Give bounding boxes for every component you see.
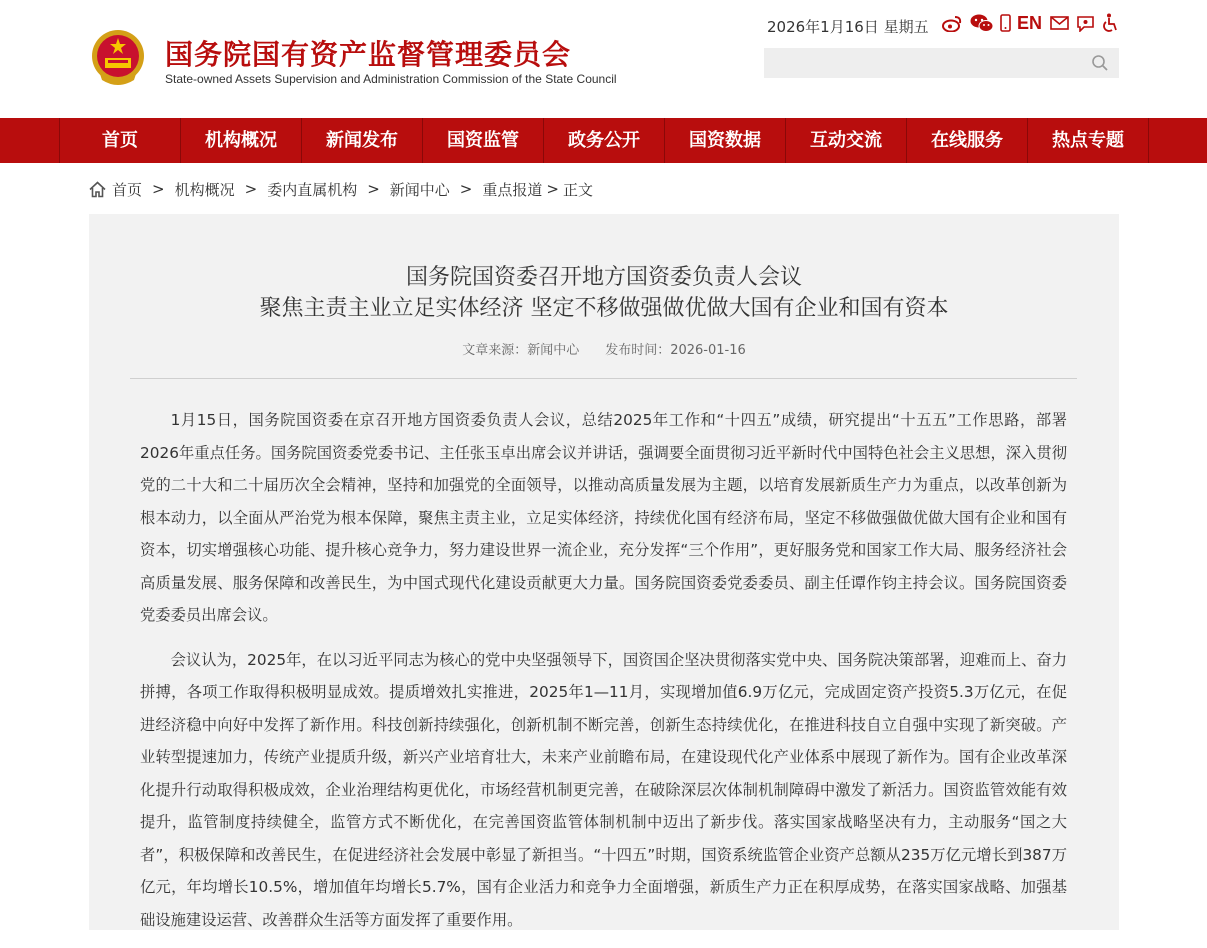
breadcrumb-affiliated[interactable]: 委内直属机构	[267, 180, 358, 199]
article-meta	[89, 339, 1119, 358]
mobile-icon[interactable]	[998, 12, 1012, 34]
site-subtitle: State-owned Assets Supervision and Administration Commission of the State Council	[165, 72, 617, 86]
search-icon[interactable]	[1091, 54, 1109, 72]
breadcrumb-key-reports[interactable]: 重点报道	[482, 180, 543, 199]
nav-item-home[interactable]: 首页	[60, 118, 181, 163]
breadcrumb-current: 正文	[562, 180, 593, 199]
accessibility-icon[interactable]	[1099, 12, 1121, 34]
search-box	[764, 48, 1119, 78]
site-header	[0, 0, 1207, 118]
article-title-line2: 聚焦主责主业立足实体经济 坚定不移做强做优做大国有企业和国有资本	[259, 296, 949, 321]
breadcrumb	[89, 178, 593, 200]
nav-item-public-affairs[interactable]: 政务公开	[544, 118, 665, 163]
article-paragraph: 会议认为，2025年，在以习近平同志为核心的党中央坚强领导下，国资国企坚决贯彻落实党中央、国务院决策部署，迎难而上、奋力拼搏，各项工作取得积极明显成效。提质增效扎实推进，2025年1—11月，实现增加值6.9万亿元，完成固定资产投资5.3万亿元，在促进经济稳中向好中发挥了新作用。科技创新持续强化，创新机制不断完善，创新生态持续优化，在推进科技自立自强中实现了新突破。产业转型提速加力，传统产业提质升级，新兴产业培育壮大，未来产业前瞻布局，在建设现代化产业体系中展现了新作为。国有企业改革深化提升行动取得积极成效，企业治理结构更优化，市场经营机制更完善，在破除深层次体制机制障碍中激发了新活力。国资监管效能有效提升，监管制度持续健全，监管方式不断优化，在完善国资监管体制机制中迈出了新步伐。落实国家战略坚决有力，主动服务“国之大者”，积极保障和改善民生，在促进经济社会发展中彰显了新担当。“十四五”时期，国资系统监管企业资产总额从235万亿元增长到387万亿元，年均增长10.5%，增加值年均增长5.7%，国有企业活力和竞争力全面增强，新质生产力正在积厚成势，在落实国家战略、加强基础设施建设运营、改善群众生活等方面发挥了重要作用。	[140, 650, 1067, 929]
divider	[130, 378, 1077, 379]
article-paragraph: 1月15日，国务院国资委在京召开地方国资委负责人会议，总结2025年工作和“十四五”成绩，研究提出“十五五”工作思路，部署2026年重点任务。国务院国资委党委书记、主任张玉卓出席会议并讲话，强调要全面贯彻习近平新时代中国特色社会主义思想，深入贯彻党的二十大和二十届历次全会精神，坚持和加强党的全面领导，以推动高质量发展为主题，以培育发展新质生产力为重点，以改革创新为根本动力，以全面从严治党为根本保障，聚焦主责主业，立足实体经济，持续优化国有经济布局，坚定不移做强做优做大国有企业和国有资本，切实增强核心功能、提升核心竞争力，努力建设世界一流企业，充分发挥“三个作用”，更好服务党和国家工作大局、服务经济社会高质量发展、服务保障和改善民生，为中国式现代化建设贡献更大力量。国务院国资委党委委员、副主任谭作钧主持会议。国务院国资委党委委员出席会议。	[140, 411, 1067, 624]
breadcrumb-home[interactable]: 首页	[112, 180, 143, 199]
article-publish-date: 发布时间：2026-01-16	[605, 343, 746, 358]
breadcrumb-separator: >	[152, 180, 165, 198]
breadcrumb-news-center[interactable]: 新闻中心	[389, 180, 450, 199]
nav-item-online-services[interactable]: 在线服务	[907, 118, 1028, 163]
wechat-icon[interactable]	[969, 12, 994, 34]
breadcrumb-separator: >	[244, 180, 258, 198]
breadcrumb-separator: >	[546, 180, 559, 198]
nav-item-supervision[interactable]: 国资监管	[423, 118, 544, 163]
home-icon	[89, 181, 106, 198]
article-source: 文章来源：新闻中心	[462, 343, 580, 358]
feedback-icon[interactable]	[1074, 12, 1096, 34]
breadcrumb-separator: >	[459, 180, 473, 198]
weibo-icon[interactable]	[941, 12, 963, 34]
article-title-line1: 国务院国资委召开地方国资委负责人会议	[405, 265, 802, 290]
breadcrumb-about[interactable]: 机构概况	[174, 180, 235, 199]
english-link[interactable]: EN	[1017, 13, 1043, 33]
article-panel	[89, 214, 1119, 930]
search-input[interactable]	[772, 52, 1076, 76]
breadcrumb-separator: >	[367, 180, 380, 198]
site-title[interactable]: 国务院国有资产监督管理委员会	[165, 38, 572, 71]
nav-item-news[interactable]: 新闻发布	[302, 118, 423, 163]
article-body	[140, 404, 1067, 948]
nav-item-about[interactable]: 机构概况	[181, 118, 302, 163]
national-emblem-icon[interactable]	[90, 28, 146, 88]
main-nav	[0, 118, 1207, 163]
nav-item-hot-topics[interactable]: 热点专题	[1028, 118, 1149, 163]
current-date: 2026年1月16日 星期五	[767, 18, 929, 36]
mail-icon[interactable]	[1048, 12, 1070, 34]
nav-item-data[interactable]: 国资数据	[665, 118, 786, 163]
nav-item-interaction[interactable]: 互动交流	[786, 118, 907, 163]
